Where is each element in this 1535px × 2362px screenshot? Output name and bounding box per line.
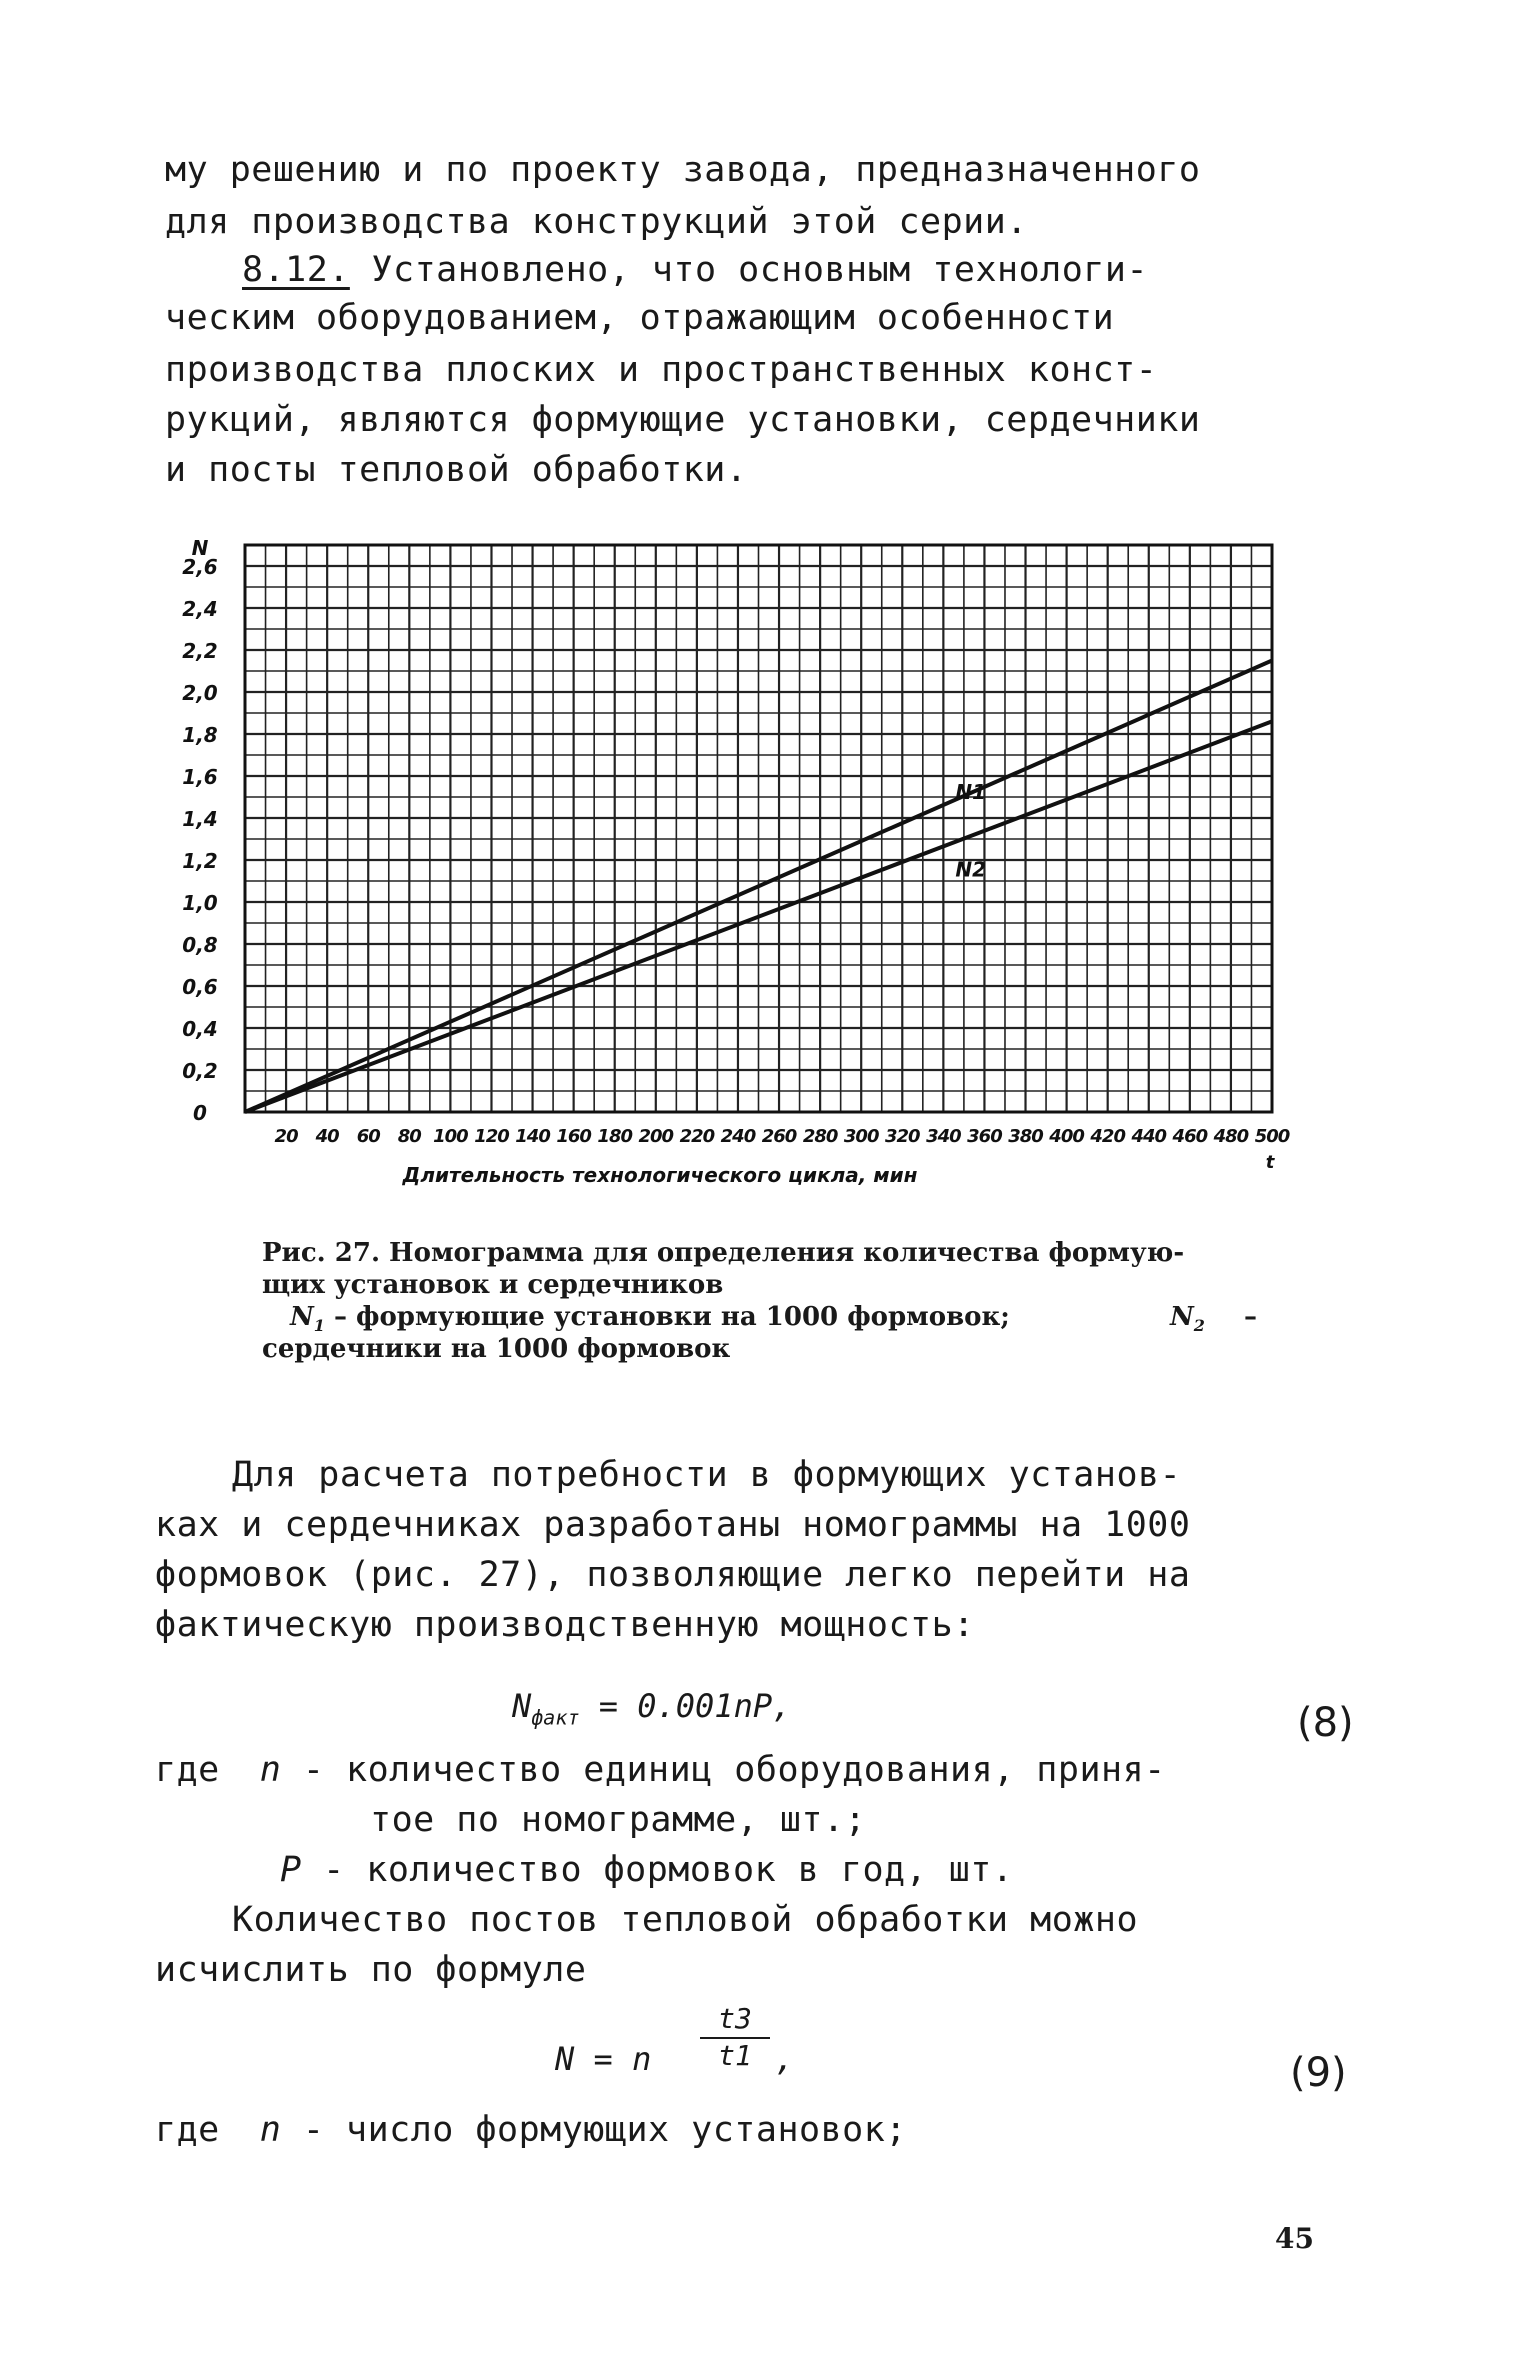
x-tick-label: 440 — [1131, 1126, 1167, 1147]
x-tick-label: 460 — [1172, 1126, 1208, 1147]
text-line: формовок (рис. 27), позволяющие легко перейти на — [155, 1555, 1191, 1595]
x-axis-symbol: t — [1265, 1152, 1275, 1173]
text-line: рукций, являются формующие установки, сердечники — [165, 400, 1201, 440]
y-tick-label: 1,8 — [182, 723, 218, 747]
n2-symbol: N — [1170, 1302, 1194, 1332]
text-line: фактическую производственную мощность: — [155, 1605, 975, 1645]
x-tick-label: 340 — [926, 1126, 961, 1147]
y-tick-label: 0,8 — [182, 933, 218, 957]
text-line: где n - число формующих установок; — [155, 2110, 907, 2150]
text-line: и посты тепловой обработки. — [165, 450, 748, 490]
x-tick-label: 20 — [274, 1126, 298, 1147]
x-tick-label: 100 — [433, 1126, 468, 1147]
equation-number: (8) — [1297, 1700, 1354, 1746]
y-tick-label: 2,4 — [182, 597, 218, 621]
x-tick-label: 360 — [967, 1126, 1002, 1147]
text-line: где n - количество единиц оборудования, приня- — [155, 1750, 1166, 1790]
text-line: ках и сердечниках разработаны номограммы на 1000 — [155, 1505, 1191, 1545]
formula-8: $N_{факт} = 0.001nP$, — [512, 1687, 792, 1730]
y-tick-label: 0 — [193, 1101, 207, 1125]
text-line: исчислить по формуле — [155, 1950, 587, 1990]
text-line: тое по номограмме, шт.; — [370, 1800, 867, 1840]
formula-9-comma: , — [775, 2040, 795, 2078]
formula-9: N = n — [555, 2040, 652, 2078]
text-line: 8.12. Установлено, что основным технологи- — [242, 250, 1149, 290]
series-label-n1: N1 — [955, 779, 987, 804]
formula-9-fraction: t3 t1 — [700, 2002, 770, 2072]
text-line: ческим оборудованием, отражающим особенности — [165, 298, 1115, 338]
y-tick-label: 1,6 — [182, 765, 218, 789]
figure-caption-line: Рис. 27. Номограмма для определения количества формую- — [262, 1238, 1185, 1268]
y-tick-label: 1,2 — [182, 849, 218, 873]
paragraph-number: 8.12. — [242, 250, 350, 290]
y-tick-label: 2,2 — [182, 639, 218, 663]
x-tick-label: 280 — [802, 1126, 838, 1147]
x-tick-label: 500 — [1254, 1126, 1290, 1147]
figure-caption-line: $N_1$ – формующие установки на 1000 формовок; — [290, 1302, 1010, 1336]
x-tick-label: 140 — [515, 1126, 550, 1147]
text-line: му решению и по проекту завода, предназначенного — [165, 150, 1201, 190]
y-tick-label: 1,0 — [182, 891, 218, 915]
x-tick-label: 420 — [1090, 1126, 1125, 1147]
text-line: Количество постов тепловой обработки можно — [232, 1900, 1139, 1940]
x-tick-label: 160 — [556, 1126, 591, 1147]
equation-number: (9) — [1290, 2050, 1347, 2096]
x-tick-label: 220 — [679, 1126, 715, 1147]
y-axis-label: N — [191, 536, 209, 560]
x-axis-label: Длительность технологического цикла, мин — [402, 1163, 918, 1187]
x-tick-label: 40 — [315, 1126, 339, 1147]
x-tick-label: 200 — [638, 1126, 674, 1147]
x-tick-label: 480 — [1213, 1126, 1249, 1147]
y-tick-label: 1,4 — [182, 807, 218, 831]
x-tick-label: 400 — [1049, 1126, 1084, 1147]
y-tick-label: 2,0 — [182, 681, 218, 705]
y-tick-label: 0,4 — [182, 1017, 218, 1041]
x-tick-label: 260 — [761, 1126, 797, 1147]
text-line: производства плоских и пространственных конст- — [165, 350, 1158, 390]
x-tick-label: 120 — [474, 1126, 509, 1147]
n1-symbol: N — [290, 1302, 314, 1332]
x-tick-label: 320 — [884, 1126, 920, 1147]
x-tick-label: 240 — [720, 1126, 756, 1147]
y-tick-label: 0,6 — [182, 975, 218, 999]
series-label-n2: N2 — [955, 857, 987, 882]
figure-caption-line: щих установок и сердечников — [262, 1270, 724, 1300]
x-tick-label: 60 — [356, 1126, 380, 1147]
figure-caption-line: сердечники на 1000 формовок — [262, 1334, 731, 1364]
text-line: P - количество формовок в год, шт. — [280, 1850, 1014, 1890]
text-line: для производства конструкций этой серии. — [165, 202, 1028, 242]
y-tick-label: 2,6 — [182, 555, 218, 579]
page-number: 45 — [1275, 2222, 1314, 2255]
x-tick-label: 380 — [1008, 1126, 1043, 1147]
x-tick-label: 180 — [597, 1126, 633, 1147]
text-line: Для расчета потребности в формующих установ- — [232, 1455, 1182, 1495]
x-tick-label: 300 — [843, 1126, 879, 1147]
y-tick-label: 0,2 — [182, 1059, 218, 1083]
figure-caption-line: $N_2$ – — [1170, 1302, 1257, 1336]
x-tick-label: 80 — [397, 1126, 421, 1147]
